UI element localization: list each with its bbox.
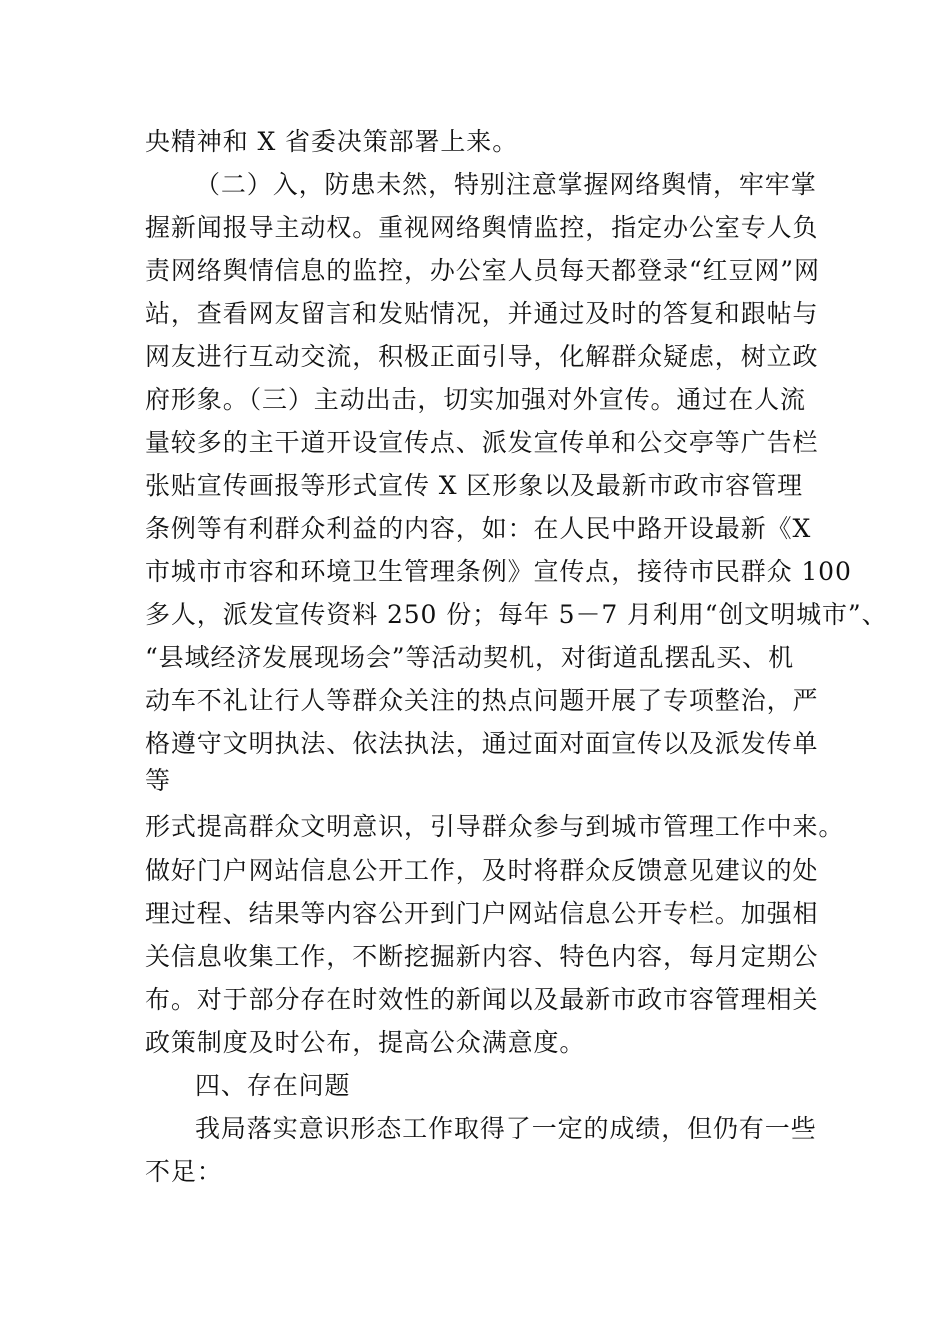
text-line: 市城市市容和环境卫生管理条例》宣传点，接待市民群众 100 bbox=[145, 557, 852, 586]
section-heading: 四、存在问题 bbox=[195, 1071, 351, 1100]
text-line: 握新闻报导主动权。重视网络舆情监控，指定办公室专人负 bbox=[145, 213, 819, 242]
text-line: 条例等有利群众利益的内容，如：在人民中路开设最新《X bbox=[145, 514, 812, 543]
text-line: 我局落实意识形态工作取得了一定的成绩，但仍有一些 bbox=[195, 1114, 817, 1143]
text-line: 量较多的主干道开设宣传点、派发宣传单和公交亭等广告栏 bbox=[145, 428, 819, 457]
text-line: 等 bbox=[145, 766, 171, 795]
text-line: 央精神和 X 省委决策部署上来。 bbox=[145, 127, 519, 156]
text-line: 理过程、结果等内容公开到门户网站信息公开专栏。加强相 bbox=[145, 899, 819, 928]
text-line: （二）入，防患未然，特别注意掌握网络舆情，牢牢掌 bbox=[195, 170, 817, 199]
text-line: 动车不礼让行人等群众关注的热点问题开展了专项整治，严 bbox=[145, 686, 819, 715]
text-line: 多人，派发宣传资料 250 份；每年 5－7 月利用“创文明城市”、 bbox=[145, 600, 888, 629]
text-line: “县域经济发展现场会”等活动契机，对街道乱摆乱买、机 bbox=[145, 643, 794, 672]
text-line: 做好门户网站信息公开工作，及时将群众反馈意见建议的处 bbox=[145, 856, 819, 885]
text-line: 形式提高群众文明意识，引导群众参与到城市管理工作中来。 bbox=[145, 812, 845, 841]
text-line: 不足： bbox=[145, 1157, 223, 1186]
text-line: 网友进行互动交流，积极正面引导，化解群众疑虑，树立政 bbox=[145, 342, 819, 371]
text-line: 政策制度及时公布，提高公众满意度。 bbox=[145, 1028, 586, 1057]
text-line: 站，查看网友留言和发贴情况，并通过及时的答复和跟帖与 bbox=[145, 299, 819, 328]
text-line: 格遵守文明执法、依法执法，通过面对面宣传以及派发传单 bbox=[145, 729, 819, 758]
text-line: 布。对于部分存在时效性的新闻以及最新市政市容管理相关 bbox=[145, 985, 819, 1014]
text-line: 关信息收集工作，不断挖掘新内容、特色内容，每月定期公 bbox=[145, 942, 819, 971]
text-line: 张贴宣传画报等形式宣传 X 区形象以及最新市政市容管理 bbox=[145, 471, 803, 500]
text-line: 责网络舆情信息的监控，办公室人员每天都登录“红豆网”网 bbox=[145, 256, 820, 285]
text-line: 府形象。（三）主动出击，切实加强对外宣传。通过在人流 bbox=[145, 385, 806, 414]
